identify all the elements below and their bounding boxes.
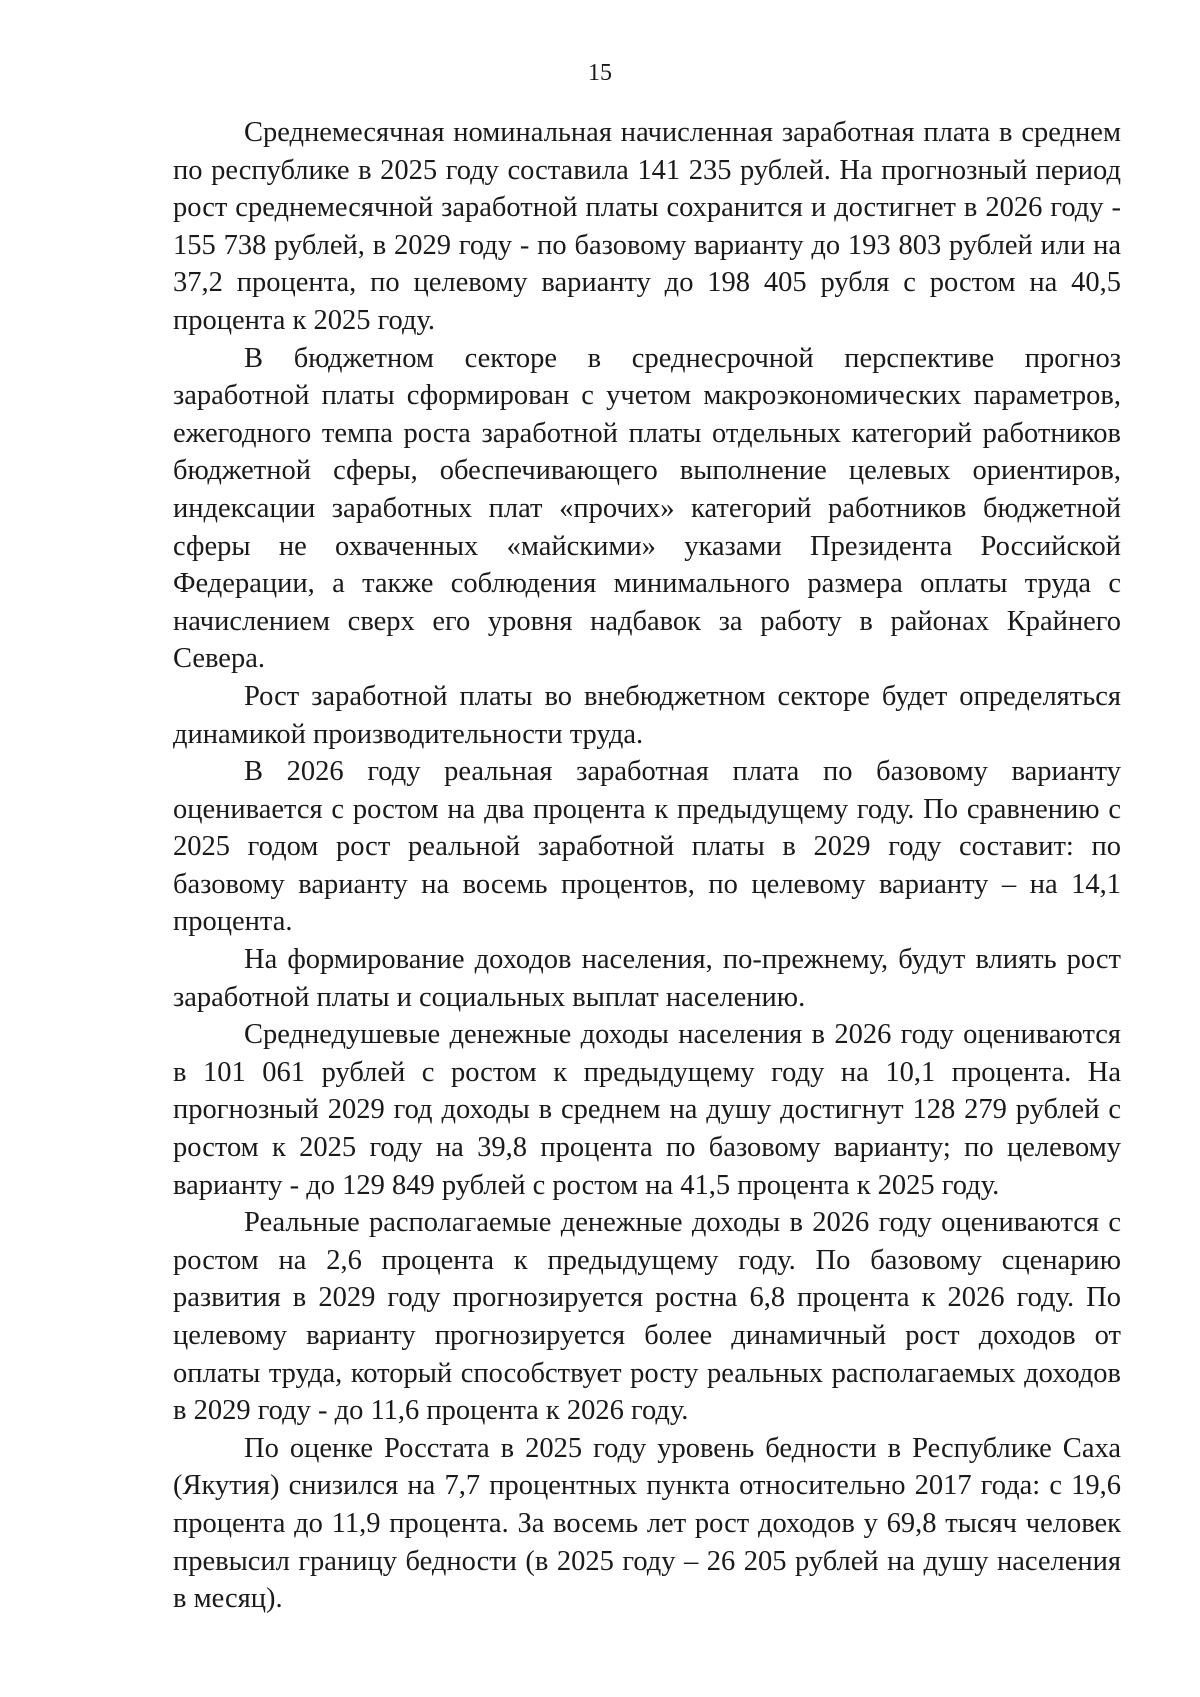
- paragraph-average-salary: Среднемесячная номинальная начисленная заработная плата в среднем по республике в 2025 году составила 141 235 рублей. На прогнозный период рост среднемесячной заработной платы сохранится и достигнет в 2026 году - 155 738 рублей, в 2029 году - по базовому варианту до 193 803 рублей или на 37,2 процента, по целевому варианту до 198 405 рубля с ростом на 40,5 процента к 2025 году.: [173, 117, 1121, 336]
- paragraph-real-salary: В 2026 году реальная заработная плата по базовому варианту оценивается с ростом на два процента к предыдущему году. По сравнению с 2025 годом рост реальной заработной платы в 2029 году составит: по базовому варианту на восемь процентов, по целевому варианту – на 14,1 процента.: [173, 756, 1121, 938]
- page-number: 15: [588, 60, 612, 86]
- paragraph-real-disposable-income: Реальные располагаемые денежные доходы в 2026 году оцениваются с ростом на 2,6 процента к предыдущему году. По базовому сценарию развития в 2029 году прогнозируется ростна 6,8 процента к 2026 году. По целевому варианту прогнозируется более динамичный рост доходов от оплаты труда, который способствует росту реальных располагаемых доходов в 2029 году - до 11,6 процента к 2026 году.: [173, 1207, 1121, 1427]
- document-body: [173, 114, 1121, 1618]
- paragraph-per-capita-income: Среднедушевые денежные доходы населения в 2026 году оцениваются в 101 061 рублей с ростом к предыдущему году на 10,1 процента. На прогнозный 2029 год доходы в среднем на душу достигнут 128 279 рублей с ростом к 2025 году на 39,8 процента по базовому варианту; по целевому варианту - до 129 849 рублей с ростом на 41,5 процента к 2025 году.: [173, 1019, 1121, 1201]
- paragraph-poverty-level: По оценке Росстата в 2025 году уровень бедности в Республике Саха (Якутия) снизился на 7,7 процентных пункта относительно 2017 года: с 19,6 процента до 11,9 процента. За восемь лет рост доходов у 69,8 тысяч человек превысил границу бедности (в 2025 году – 26 205 рублей на душу населения в месяц).: [173, 1432, 1121, 1615]
- paragraph-budget-sector: В бюджетном секторе в среднесрочной перспективе прогноз заработной платы сформирован с учетом макроэкономических параметров, ежегодного темпа роста заработной платы отдельных категорий работников бюджетной сферы, обеспечивающего выполнение целевых ориентиров, индексации заработных плат «прочих» категорий работников бюджетной сферы не охваченных «майскими» указами Президента Российской Федерации, а также соблюдения минимального размера оплаты труда с начислением сверх его уровня надбавок за работу в районах Крайнего Севера.: [173, 342, 1121, 675]
- paragraph-income-formation: На формирование доходов населения, по-прежнему, будут влиять рост заработной платы и социальных выплат населению.: [173, 944, 1121, 1013]
- paragraph-extra-budget-sector: Рост заработной платы во внебюджетном секторе будет определяться динамикой производительности труда.: [173, 680, 1121, 750]
